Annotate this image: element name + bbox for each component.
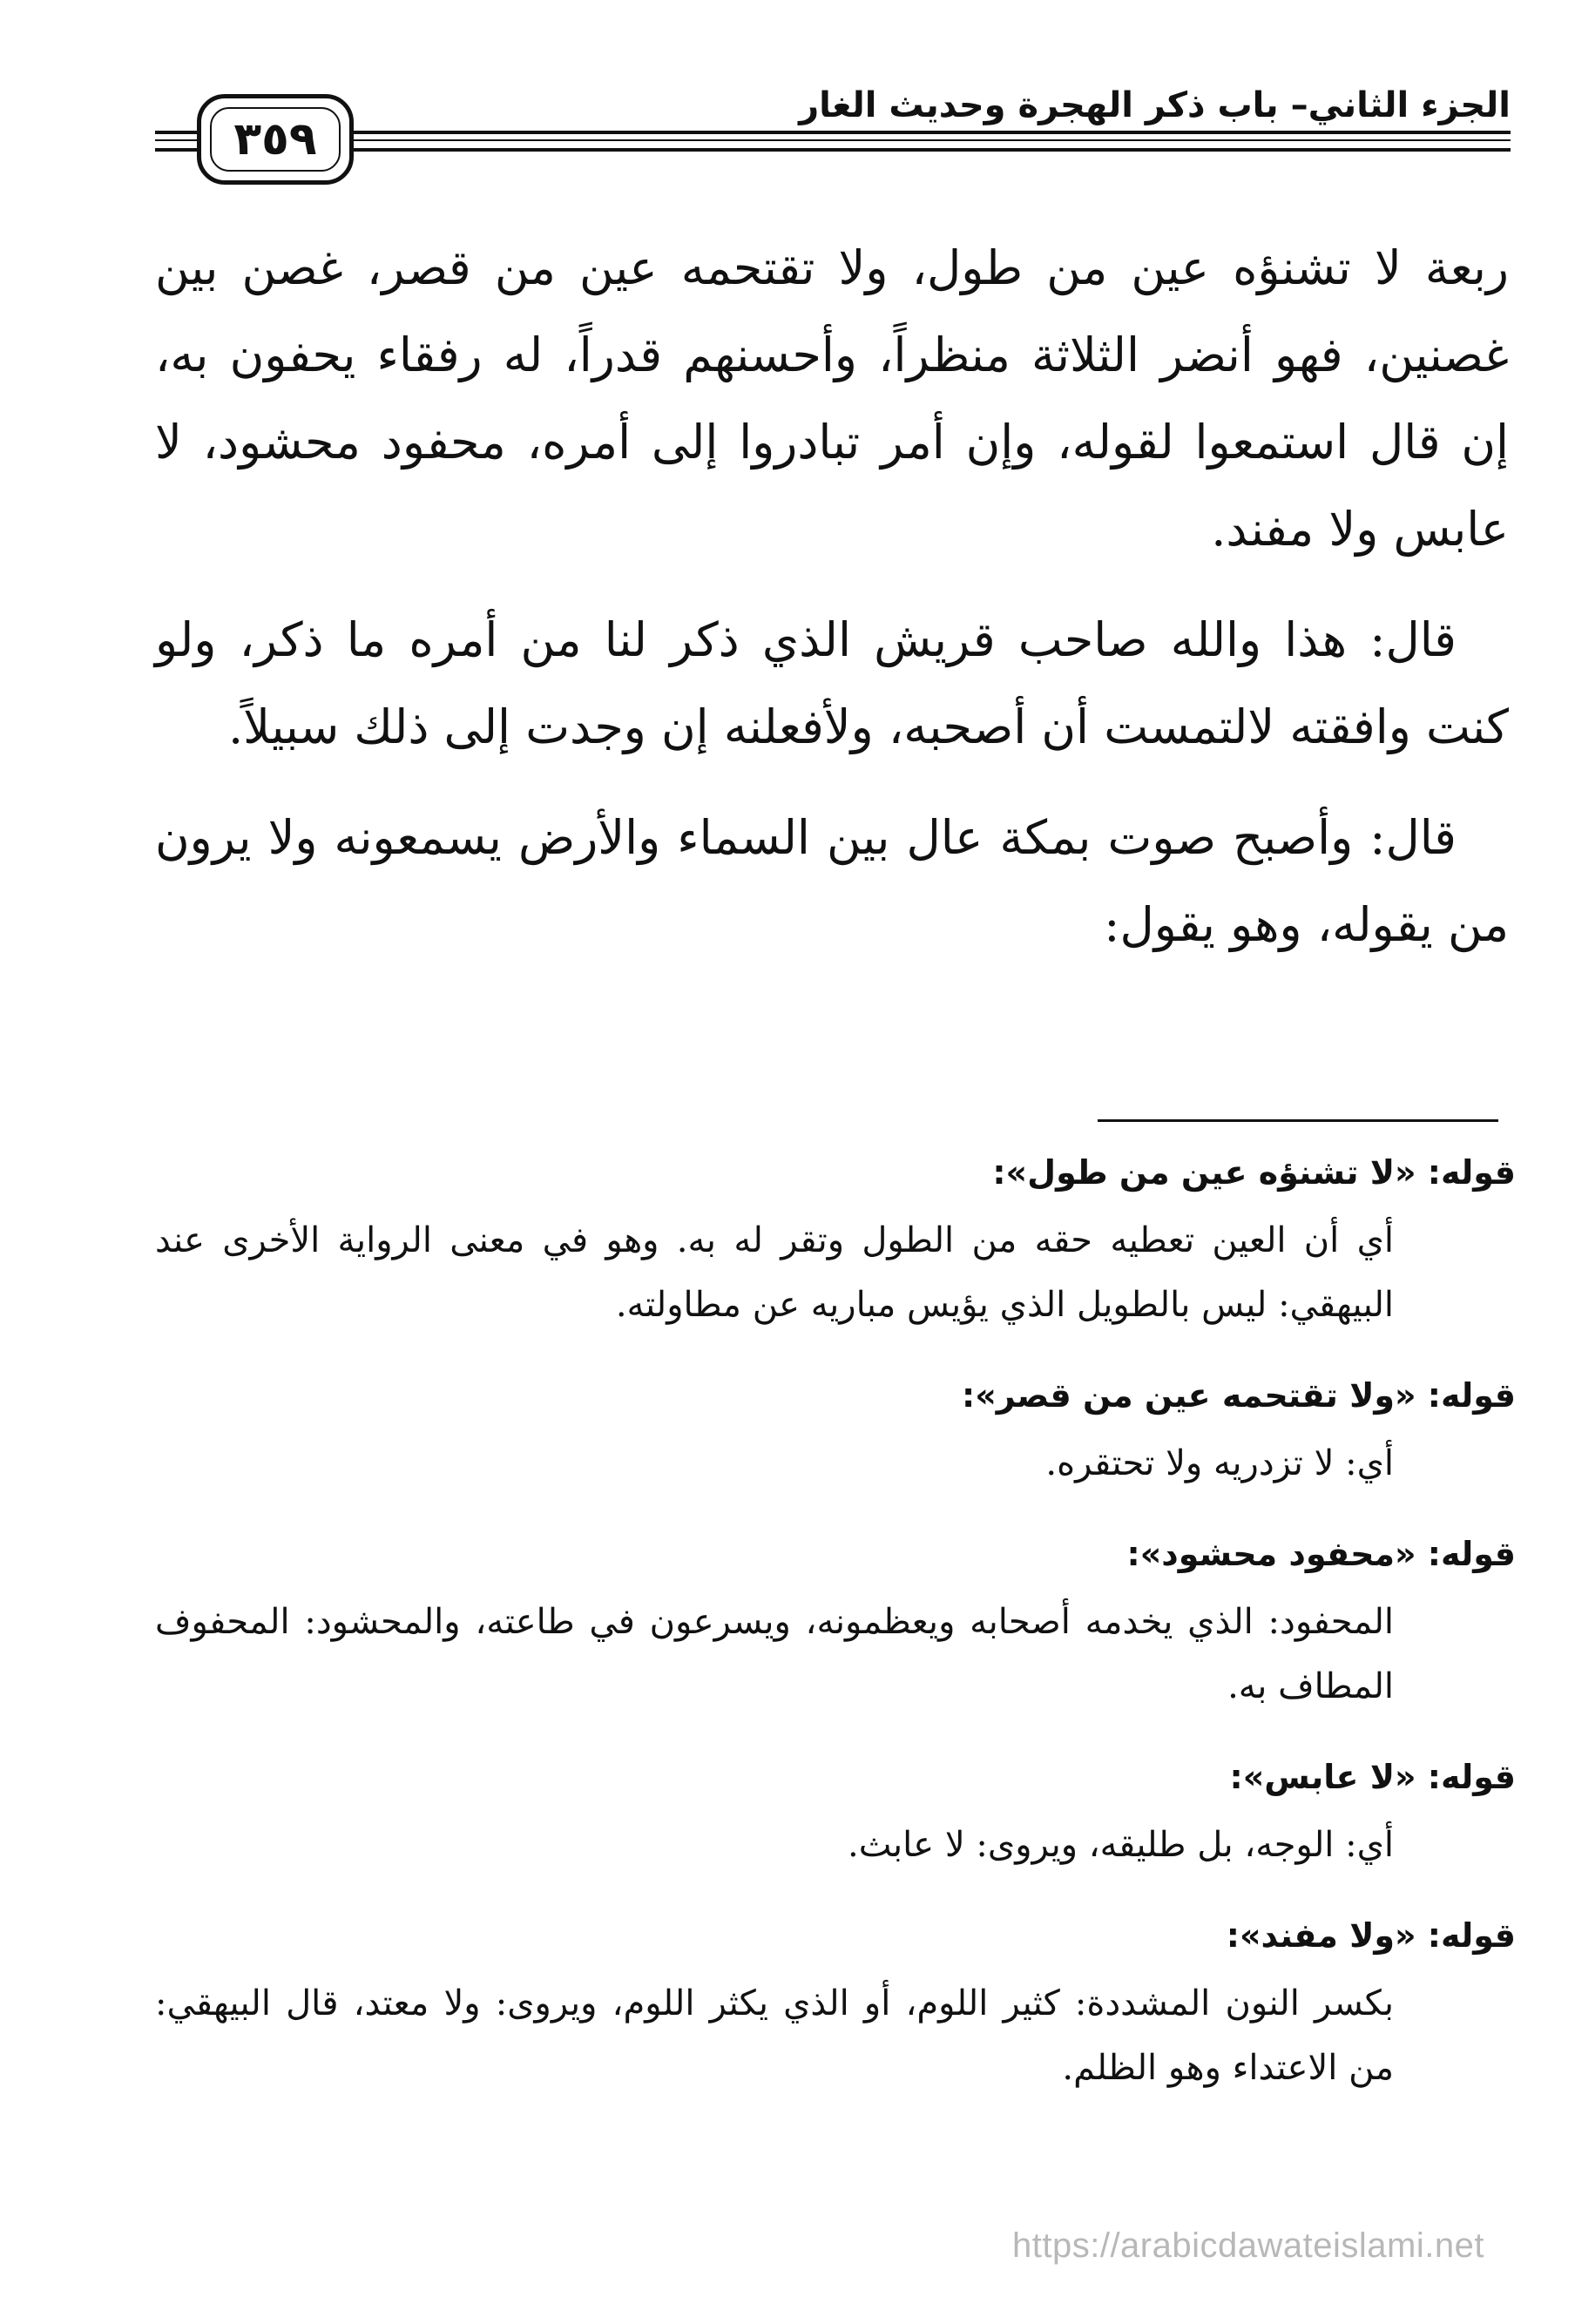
watermark-url: https://arabicdawateislami.net — [1012, 2226, 1484, 2265]
footnote-text: بكسر النون المشددة: كثير اللوم، أو الذي يكثر اللوم، ويروى: ولا معتد، قال البيهقي: من الاعتداء وهو الظلم. — [155, 1983, 1394, 2088]
footnote-text: أي: الوجه، بل طليقه، ويروى: لا عابث. — [847, 1825, 1394, 1865]
footnote — [155, 1900, 1516, 2100]
page-number: ٣٥٩ — [210, 107, 341, 172]
footnote-separator — [1098, 1119, 1498, 1122]
footnote-text: أي: لا تزدريه ولا تحتقره. — [1045, 1443, 1394, 1483]
footnote — [155, 1137, 1516, 1337]
page-number-frame — [197, 94, 354, 185]
footnote — [155, 1360, 1516, 1496]
footnote-heading: قوله: «ولا تقتحمه عين من قصر»: — [962, 1376, 1516, 1415]
header-rule — [155, 131, 1511, 134]
paragraph: قال: وأصبح صوت بمكة عال بين السماء والأرض يسمعونه ولا يرون من يقوله، وهو يقول: — [155, 810, 1509, 952]
footnote-text: أي أن العين تعطيه حقه من الطول وتقر له به. وهو في معنى الرواية الأخرى عند البيهقي: ليس بالطويل الذي يؤيس مباريه عن مطاولته. — [155, 1220, 1394, 1325]
footnote-text: المحفود: الذي يخدمه أصحابه ويعظمونه، ويسرعون في طاعته، والمحشود: المحفوف المطاف به. — [155, 1602, 1394, 1706]
header-rule — [155, 139, 1511, 141]
footnote — [155, 1518, 1516, 1719]
header-rule — [155, 148, 1511, 152]
footnote-heading: قوله: «لا تشنؤه عين من طول»: — [992, 1153, 1516, 1192]
main-text — [155, 225, 1509, 992]
footnote-heading: قوله: «لا عابس»: — [1229, 1758, 1516, 1796]
footnote-heading: قوله: «ولا مفند»: — [1226, 1916, 1516, 1955]
footnote — [155, 1741, 1516, 1877]
footnote-heading: قوله: «محفود محشود»: — [1126, 1535, 1516, 1573]
footnotes — [155, 1137, 1516, 2123]
paragraph: ربعة لا تشنؤه عين من طول، ولا تقتحمه عين من قصر، غصن بين غصنين، فهو أنضر الثلاثة منظراً، وأحسنهم قدراً، له رفقاء يحفون به، إن قال استمعوا لقوله، وإن أمر تبادروا إلى أمره، محفود محشود، لا عابس ولا مفند. — [155, 240, 1509, 557]
running-title: الجزء الثاني– باب ذكر الهجرة وحديث الغار — [799, 85, 1511, 125]
paragraph: قال: هذا والله صاحب قريش الذي ذكر لنا من أمره ما ذكر، ولو كنت وافقته لالتمست أن أصحبه، ولأفعلنه إن وجدت إلى ذلك سبيلاً. — [155, 612, 1509, 754]
